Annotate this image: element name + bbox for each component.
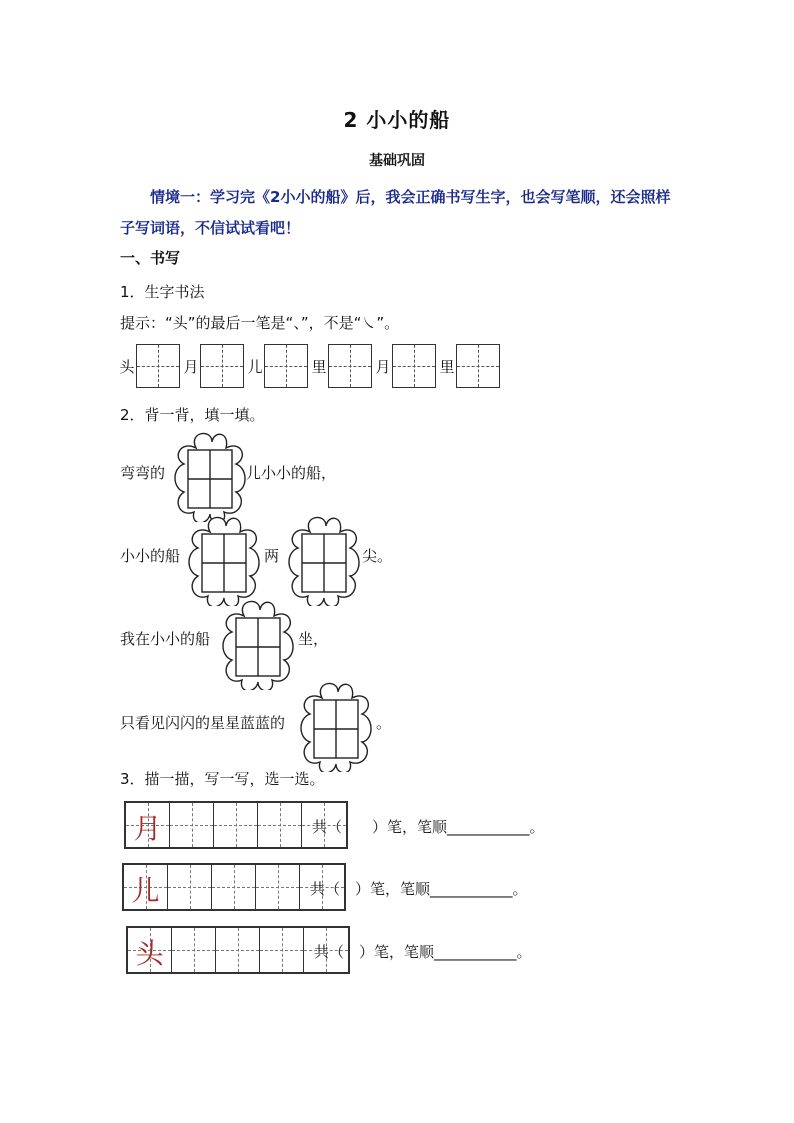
trace-char: 头 bbox=[135, 937, 164, 970]
practice-cell[interactable] bbox=[216, 928, 260, 972]
flower-answer-box[interactable] bbox=[186, 512, 262, 606]
practice-cell[interactable] bbox=[214, 803, 258, 847]
tianzige-box[interactable] bbox=[136, 344, 180, 388]
tianzige-box[interactable] bbox=[264, 344, 308, 388]
recite-line-2-end: 尖。 bbox=[362, 547, 393, 565]
trace-char: 儿 bbox=[131, 874, 160, 907]
flower-answer-box[interactable] bbox=[220, 596, 296, 690]
recite-line-3-end: 坐， bbox=[298, 630, 329, 648]
flower-answer-box[interactable] bbox=[298, 678, 374, 772]
recite-line-1-start: 弯弯的 bbox=[120, 464, 166, 482]
recite-line-2-middle: 两 bbox=[264, 547, 280, 565]
practice-char: 头 bbox=[119, 357, 135, 376]
practice-cell[interactable] bbox=[258, 803, 302, 847]
practice-char: 里 bbox=[311, 357, 327, 376]
context-text: 情境一：学习完《2小小的船》后，我会正确书写生字，也会写笔顺，还会照样子写词语，不信试试看吧！ bbox=[120, 188, 671, 237]
practice-cell[interactable] bbox=[260, 928, 304, 972]
practice-char: 儿 bbox=[247, 357, 263, 376]
practice-char: 月 bbox=[375, 357, 391, 376]
tianzige-box[interactable] bbox=[456, 344, 500, 388]
section-subtitle: 基础巩固 bbox=[369, 153, 425, 169]
q1-label: 1．生字书法 bbox=[120, 283, 205, 301]
trace-cell bbox=[128, 928, 172, 972]
page-title: 2 小小的船 bbox=[343, 108, 451, 132]
practice-char: 月 bbox=[183, 357, 199, 376]
q3-label: 3．描一描，写一写，选一选。 bbox=[120, 770, 325, 788]
tianzige-box[interactable] bbox=[328, 344, 372, 388]
writing-row bbox=[118, 344, 502, 388]
trace-cell bbox=[126, 803, 170, 847]
stroke-answer-tou[interactable]: 共（ ）笔，笔顺___________。 bbox=[314, 943, 532, 961]
trace-cell bbox=[124, 865, 168, 909]
recite-line-2-start: 小小的船 bbox=[120, 547, 181, 565]
q1-hint: 提示：“头”的最后一笔是“、”，不是“㇏”。 bbox=[120, 314, 400, 332]
practice-cell[interactable] bbox=[170, 803, 214, 847]
trace-char: 月 bbox=[133, 812, 162, 845]
practice-char: 里 bbox=[439, 357, 455, 376]
section-heading: 一、书写 bbox=[120, 249, 181, 267]
recite-line-4-start: 只看见闪闪的星星蓝蓝的 bbox=[120, 714, 286, 732]
flower-answer-box[interactable] bbox=[286, 512, 362, 606]
recite-line-1-end: 儿小小的船， bbox=[246, 464, 337, 482]
practice-cell[interactable] bbox=[256, 865, 300, 909]
practice-cell[interactable] bbox=[168, 865, 212, 909]
stroke-answer-yue[interactable]: 共（ ）笔，笔顺___________。 bbox=[312, 818, 545, 836]
recite-line-3-start: 我在小小的船 bbox=[120, 630, 211, 648]
tianzige-box[interactable] bbox=[392, 344, 436, 388]
practice-cell[interactable] bbox=[172, 928, 216, 972]
recite-line-4-end: 。 bbox=[376, 714, 392, 732]
tianzige-box[interactable] bbox=[200, 344, 244, 388]
flower-answer-box[interactable] bbox=[172, 428, 248, 522]
stroke-answer-er[interactable]: 共（ ）笔，笔顺___________。 bbox=[310, 880, 528, 898]
practice-cell[interactable] bbox=[212, 865, 256, 909]
q2-label: 2．背一背，填一填。 bbox=[120, 406, 265, 424]
